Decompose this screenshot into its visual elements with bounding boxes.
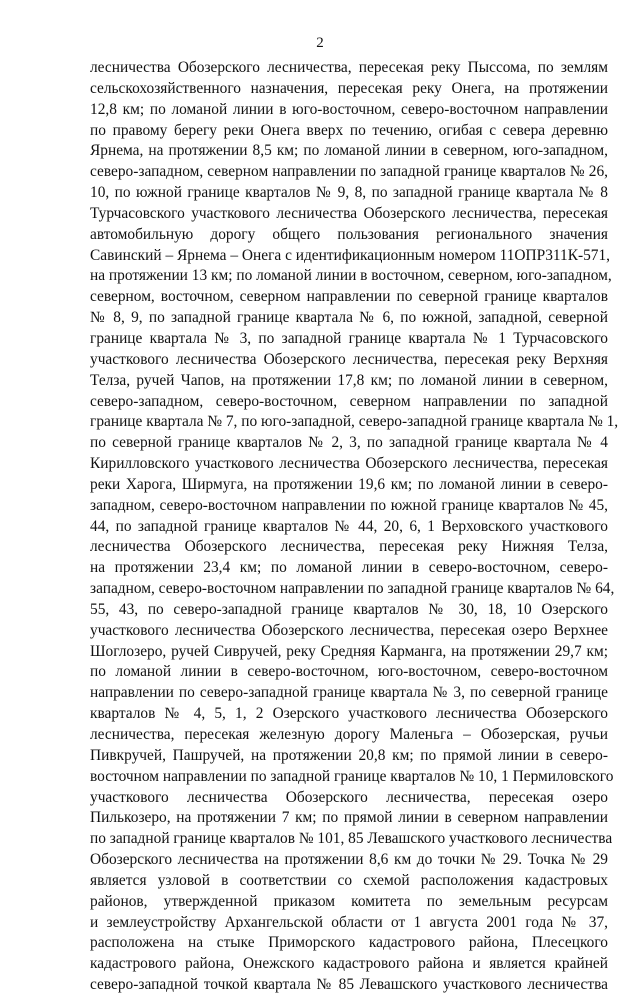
text-line: по ломаной линии в северо-восточном, юго-восточном, северо-восточном: [90, 663, 608, 681]
text-line: Турчасовского участкового лесничества Обозерского лесничества, пересекая: [90, 204, 608, 222]
text-line: по правому берегу реки Онега вверх по течению, огибая с севера деревню: [90, 121, 608, 139]
text-line: Телза, ручей Чапов, на протяжении 17,8 км; по ломаной линии в северном,: [90, 371, 608, 389]
text-line: лесничества, пересекая железную дорогу Маленьга – Обозерская, ручьи: [90, 726, 608, 743]
text-line: № 8, 9, по западной границе квартала № 6, по южной, западной, северной: [90, 309, 608, 327]
text-line: Обозерского лесничества на протяжении 8,6 км до точки № 29. Точка № 29: [90, 851, 608, 869]
text-line: 55, 43, по северо-западной границе кварталов № 30, 18, 10 Озерского: [90, 600, 608, 618]
text-line: участкового лесничества Обозерского лесничества, пересекая озеро Верхнее: [90, 621, 608, 639]
page-number: 2: [316, 35, 324, 51]
text-line: районов, утвержденной приказом комитета по земельным ресурсам: [90, 892, 608, 910]
text-line: сельскохозяйственного назначения, пересекая реку Онега, на протяжении: [90, 79, 608, 97]
text-line: участкового лесничества Обозерского лесничества, пересекая реку Верхняя: [90, 350, 608, 368]
text-line: Пивкручей, Пашручей, на протяжении 20,8 км; по прямой линии в северо-: [90, 746, 608, 764]
text-line: Ярнема, на протяжении 8,5 км; по ломаной линии в северном, юго-западном,: [90, 142, 608, 160]
text-line: северо-западном, северном направлении по западной границе кварталов № 26,: [90, 163, 608, 181]
text-line: Пилькозеро, на протяжении 7 км; по прямой линии в северном направлении: [90, 809, 608, 827]
text-line: реки Харога, Ширмуга, на протяжении 19,6 км; по ломаной линии в северо-: [90, 475, 608, 493]
text-line: лесничества Обозерского лесничества, пересекая реку Нижняя Телза,: [90, 538, 608, 556]
text-line: направлении по северо-западной границе квартала № 3, по северной границе: [90, 684, 608, 702]
text-line: является узловой в соответствии со схемой расположения кадастровых: [90, 871, 608, 889]
text-line: Шоглозеро, ручей Сивручей, реку Средняя Карманга, на протяжении 29,7 км;: [90, 642, 608, 660]
text-line: лесничества Обозерского лесничества, пересекая реку Пыссома, по землям: [90, 59, 608, 76]
text-line: автомобильную дорогу общего пользования регионального значения: [90, 225, 608, 243]
document-body: [90, 58, 619, 996]
text-line: и землеустройству Архангельской области от 1 августа 2001 года № 37,: [90, 913, 608, 931]
text-line: 10, по южной границе кварталов № 9, 8, по западной границе квартала № 8: [90, 184, 608, 202]
text-line: северо-западном, северо-восточном, северном направлении по западной: [90, 392, 608, 410]
text-line: 44, по западной границе кварталов № 44, 20, 6, 1 Верховского участкового: [90, 517, 608, 535]
text-line: западном, северо-восточном направлении по южной границе кварталов № 45,: [90, 496, 608, 514]
text-line: участкового лесничества Обозерского лесничества, пересекая озеро: [90, 788, 608, 806]
text-line: Кирилловского участкового лесничества Обозерского лесничества, пересекая: [90, 455, 608, 473]
text-line: западном, северо-восточном направлении по западной границе кварталов № 64,: [90, 580, 615, 598]
text-line: границе квартала № 7, по юго-западной, северо-западной границе квартала № 1,: [90, 413, 619, 431]
text-line: Савинский – Ярнема – Онега с идентификационным номером 11ОПР311К-571,: [90, 246, 611, 264]
text-line: северо-западной точкой квартала № 85 Левашского участкового лесничества: [90, 976, 608, 994]
text-line: кварталов № 4, 5, 1, 2 Озерского участкового лесничества Обозерского: [90, 705, 608, 723]
text-line: восточном направлении по западной границе кварталов № 10, 1 Пермиловского: [90, 767, 614, 785]
text-line: на протяжении 13 км; по ломаной линии в восточном, северном, юго-западном,: [90, 267, 612, 285]
text-line: по северной границе кварталов № 2, 3, по западной границе квартала № 4: [90, 434, 608, 452]
text-line: 12,8 км; по ломаной линии в юго-восточном, северо-восточном направлении: [90, 100, 608, 118]
text-line: расположена на стыке Приморского кадастрового района, Плесецкого: [90, 934, 608, 952]
text-line: границе квартала № 3, по западной границе квартала № 1 Турчасовского: [90, 329, 608, 347]
text-line: по западной границе кварталов № 101, 85 Левашского участкового лесничества: [90, 830, 613, 848]
text-line: кадастрового района, Онежского кадастрового района и является крайней: [90, 955, 608, 973]
text-line: северном, восточном, северном направлении по северной границе кварталов: [90, 288, 608, 306]
text-line: на протяжении 23,4 км; по ломаной линии в северо-восточном, северо-: [90, 559, 608, 577]
